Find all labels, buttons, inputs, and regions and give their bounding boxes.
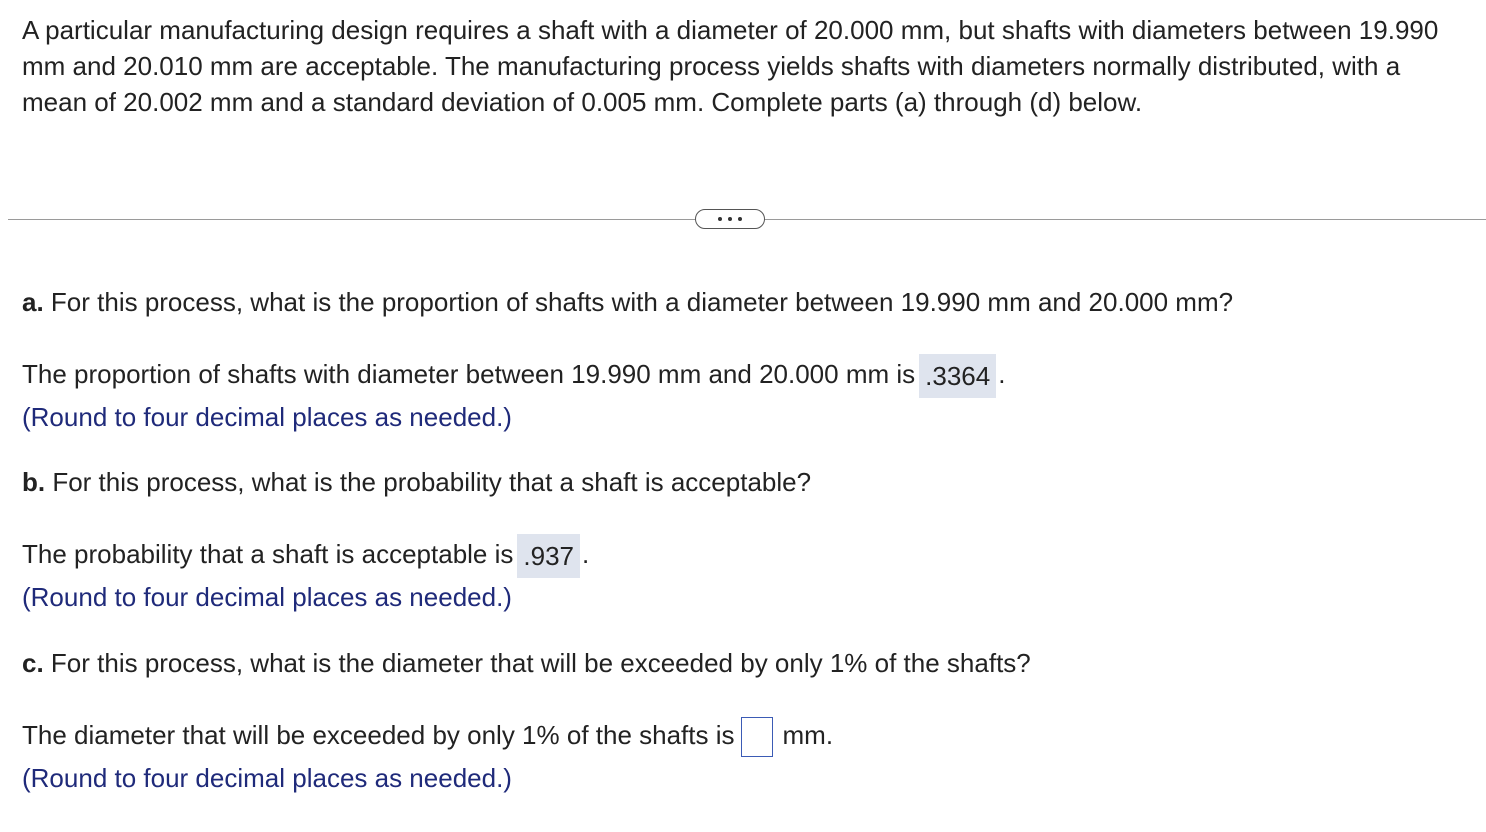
problem-statement: A particular manufacturing design requires a shaft with a diameter of 20.000 mm, but shafts with diameters between 19.990 mm and 20.010 mm are acceptable. The manufacturing process yields shafts with diameters normally distributed, with a mean of 20.002 mm and a standard deviation of 0.005 mm. Complete parts (a) through (d) below. <box>22 15 1439 117</box>
part-a-hint: (Round to four decimal places as needed.) <box>22 402 512 432</box>
part-a-answer-box[interactable]: .3364 <box>919 354 996 398</box>
part-b-question-text: For this process, what is the probability that a shaft is acceptable? <box>45 467 812 497</box>
part-c-answer-line <box>22 713 833 757</box>
part-a-question-text: For this process, what is the proportion of shafts with a diameter between 19.990 mm and 20.000 mm? <box>43 287 1234 317</box>
part-b-hint: (Round to four decimal places as needed.) <box>22 582 512 612</box>
part-c-answer-input[interactable] <box>741 717 773 757</box>
part-b-question <box>22 465 811 499</box>
ellipsis-icon <box>728 217 732 221</box>
part-b-label: b. <box>22 467 46 497</box>
part-c-question <box>22 646 1031 680</box>
part-c-label: c. <box>22 648 44 678</box>
part-a-answer-line <box>22 352 1005 398</box>
ellipsis-icon <box>718 217 722 221</box>
part-a-answer-prefix: The proportion of shafts with diameter between 19.990 mm and 20.000 mm is <box>22 359 916 389</box>
part-b-answer-line <box>22 532 589 578</box>
part-c-hint: (Round to four decimal places as needed.) <box>22 763 512 793</box>
part-c-answer-prefix: The diameter that will be exceeded by only 1% of the shafts is <box>22 720 735 750</box>
part-c-answer-suffix: mm. <box>782 720 834 750</box>
part-b-answer-prefix: The probability that a shaft is acceptable is <box>22 539 514 569</box>
part-a-label: a. <box>22 287 44 317</box>
ellipsis-icon <box>738 217 742 221</box>
part-b-answer-box[interactable]: .937 <box>517 534 580 578</box>
part-a-question <box>22 285 1233 319</box>
more-options-button[interactable] <box>695 209 765 229</box>
part-b-answer-suffix: . <box>582 539 590 569</box>
part-c-question-text: For this process, what is the diameter that will be exceeded by only 1% of the shafts? <box>43 648 1031 678</box>
part-a-answer-suffix: . <box>998 359 1006 389</box>
